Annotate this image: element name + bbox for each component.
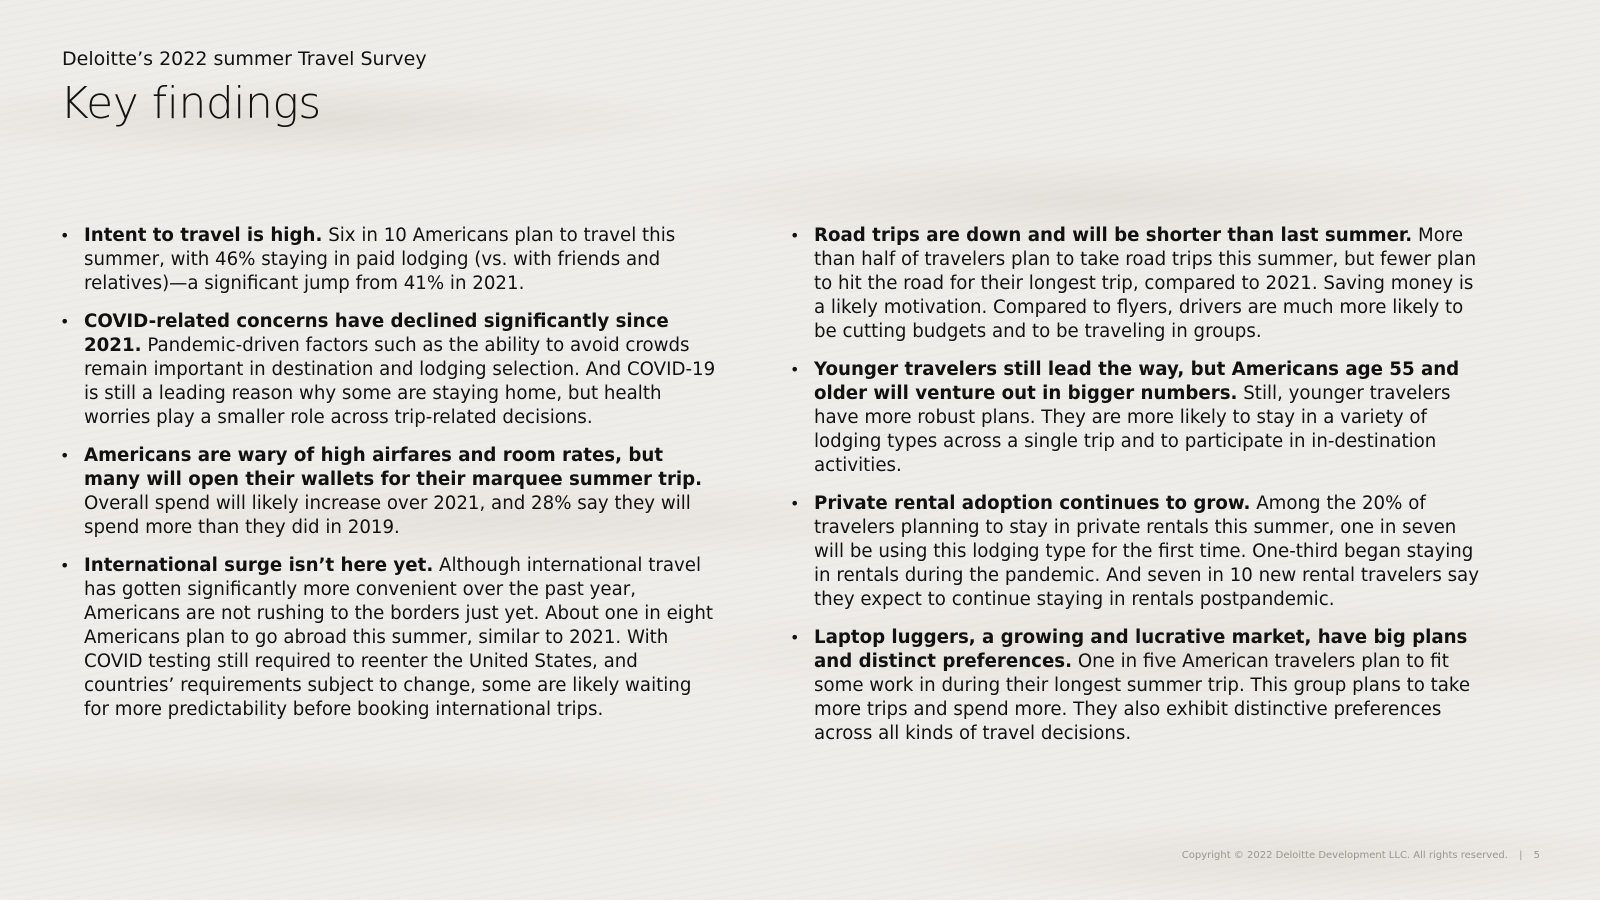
finding-international-surge — [60, 554, 720, 722]
findings-left-column — [60, 224, 720, 736]
findings-right-column — [790, 224, 1490, 760]
finding-intent-to-travel — [60, 224, 720, 296]
bullet-icon: • — [60, 556, 70, 575]
bullet-icon: • — [60, 446, 70, 465]
bullet-icon: • — [790, 628, 800, 647]
finding-covid-concerns — [60, 310, 720, 430]
bullet-icon: • — [790, 494, 800, 513]
finding-heading: COVID-related concerns have declined significantly since 2021. — [84, 311, 669, 356]
finding-body: Among the 20% of travelers planning to stay in private rentals this summer, one in seven will be using this lodging type for the first time. One-third began staying in rentals during the pandemic. And seven in 10 new rental travelers say they expect to continue staying in rentals postpandemic. — [814, 493, 1479, 610]
finding-heading: Laptop luggers, a growing and lucrative market, have big plans and distinct preferences. — [814, 627, 1468, 672]
finding-body: More than half of travelers plan to take road trips this summer, but fewer plan to hit the road for their longest trip, compared to 2021. Saving money is a likely motivation. Compared to flyers, drivers are much more likely to be cutting budgets and to be traveling in groups. — [814, 225, 1477, 342]
finding-body: Still, younger travelers have more robust plans. They are more likely to stay in a variety of lodging types across a single trip and to participate in in-destination activities. — [814, 383, 1451, 476]
footer-separator: | — [1519, 850, 1523, 861]
finding-heading: International surge isn’t here yet. — [84, 555, 434, 576]
finding-private-rentals — [790, 492, 1490, 612]
bullet-icon: • — [790, 226, 800, 245]
finding-body: One in five American travelers plan to fit some work in during their longest summer trip. This group plans to take more trips and spend more. They also exhibit distinctive preferences across all kinds of travel decisions. — [814, 651, 1471, 744]
finding-heading: Private rental adoption continues to grow. — [814, 493, 1251, 514]
bullet-icon: • — [60, 226, 70, 245]
page-subtitle: Deloitte’s 2022 summer Travel Survey — [62, 48, 427, 70]
finding-body: Overall spend will likely increase over 2021, and 28% say they will spend more than they did in 2019. — [84, 493, 691, 538]
page-title: Key findings — [60, 78, 321, 129]
finding-body: Although international travel has gotten significantly more convenient over the past year, Americans are not rushing to the borders just yet. About one in eight Americans plan to go abroad this summer, similar to 2021. With COVID testing still required to reenter the United States, and countries’ requirements subject to change, some are likely waiting for more predictability before booking international trips. — [84, 555, 714, 720]
finding-body: Six in 10 Americans plan to travel this summer, with 46% staying in paid lodging (vs. with friends and relatives)—a significant jump from 41% in 2021. — [84, 225, 676, 294]
bullet-icon: • — [60, 312, 70, 331]
finding-airfares-room-rates — [60, 444, 720, 540]
finding-younger-travelers — [790, 358, 1490, 478]
bullet-icon: • — [790, 360, 800, 379]
copyright-text: Copyright © 2022 Deloitte Development LLC. All rights reserved. — [1181, 850, 1508, 861]
finding-body: Pandemic-driven factors such as the ability to avoid crowds remain important in destination and lodging selection. And COVID-19 is still a leading reason why some are staying home, but health worries play a smaller role across trip-related decisions. — [84, 335, 716, 428]
finding-heading: Road trips are down and will be shorter than last summer. — [814, 225, 1413, 246]
page-number: 5 — [1533, 850, 1540, 861]
finding-road-trips — [790, 224, 1490, 344]
page-footer — [1182, 850, 1540, 861]
finding-heading: Intent to travel is high. — [84, 225, 323, 246]
finding-heading: Americans are wary of high airfares and room rates, but many will open their wallets for their marquee summer trip. — [84, 445, 703, 490]
finding-heading: Younger travelers still lead the way, but Americans age 55 and older will venture out in bigger numbers. — [814, 359, 1460, 404]
finding-laptop-luggers — [790, 626, 1490, 746]
